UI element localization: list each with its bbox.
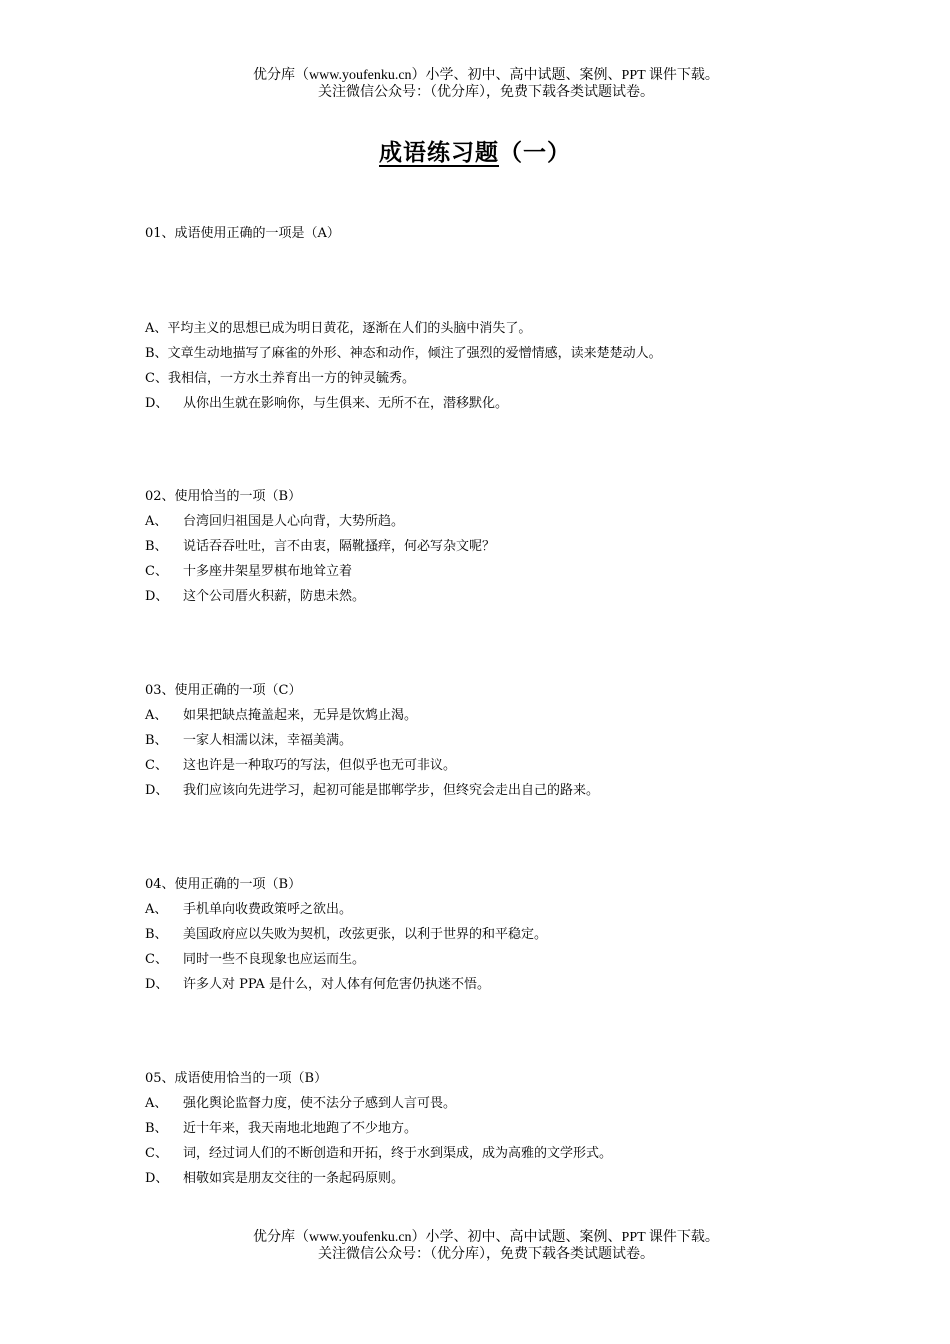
option-letter: C、 — [145, 371, 168, 386]
option-c — [145, 753, 865, 778]
option-text: 相敬如宾是朋友交往的一条起码原则。 — [183, 1171, 405, 1186]
question-stem: 03、使用正确的一项（C） — [145, 683, 302, 698]
option-c — [145, 1141, 865, 1166]
option-b — [145, 728, 865, 753]
question-4 — [145, 872, 865, 997]
option-text: 如果把缺点掩盖起来，无异是饮鸩止渴。 — [183, 708, 418, 723]
option-text: 我相信，一方水土养育出一方的钟灵毓秀。 — [167, 371, 415, 386]
option-letter: A、 — [145, 902, 168, 917]
option-text: 文章生动地描写了麻雀的外形、神态和动作，倾注了强烈的爱憎情感，读来楚楚动人。 — [167, 346, 662, 361]
footer-line-2: 关注微信公众号：（优分库），免费下载各类试题试卷。 — [318, 1247, 654, 1262]
option-c — [145, 947, 865, 972]
option-d — [145, 1166, 865, 1191]
option-c — [145, 559, 865, 584]
page-header — [0, 67, 950, 101]
question-3 — [145, 678, 865, 803]
option-letter: B、 — [145, 346, 168, 361]
option-text: 强化舆论监督力度，使不法分子感到人言可畏。 — [183, 1096, 457, 1111]
option-d — [145, 972, 865, 997]
option-text: 美国政府应以失败为契机，改弦更张，以利于世界的和平稳定。 — [183, 927, 548, 942]
option-b — [145, 922, 865, 947]
header-line-2: 关注微信公众号：（优分库），免费下载各类试题试卷。 — [318, 85, 654, 100]
option-b — [145, 534, 865, 559]
option-a — [145, 703, 865, 728]
option-c — [145, 366, 865, 391]
option-a — [145, 316, 865, 341]
option-text: 平均主义的思想已成为明日黄花，逐渐在人们的头脑中消失了。 — [167, 321, 532, 336]
question-stem: 04、使用正确的一项（B） — [145, 877, 302, 892]
page-title — [0, 134, 950, 167]
option-d — [145, 778, 865, 803]
title-underlined: 成语练习题 — [379, 140, 499, 166]
option-a — [145, 509, 865, 534]
question-stem: 01、成语使用正确的一项是（A） — [145, 226, 340, 241]
page-footer — [0, 1229, 950, 1263]
question-1 — [145, 221, 865, 416]
option-text: 这个公司厝火积薪，防患未然。 — [183, 589, 366, 604]
option-text: 许多人对 PPA 是什么，对人体有何危害仍执迷不悟。 — [183, 977, 490, 992]
option-letter: B、 — [145, 927, 168, 942]
option-text: 近十年来，我天南地北地跑了不少地方。 — [183, 1121, 418, 1136]
question-stem: 02、使用恰当的一项（B） — [145, 489, 302, 504]
option-text: 从你出生就在影响你，与生俱来、无所不在，潜移默化。 — [183, 396, 509, 411]
option-text: 手机单向收费政策呼之欲出。 — [183, 902, 353, 917]
option-letter: C、 — [145, 564, 168, 579]
option-letter: B、 — [145, 733, 168, 748]
option-a — [145, 897, 865, 922]
option-letter: A、 — [145, 321, 168, 336]
option-text: 词，经过词人们的不断创造和开拓，终于水到渠成，成为高雅的文学形式。 — [183, 1146, 613, 1161]
option-text: 这也许是一种取巧的写法，但似乎也无可非议。 — [183, 758, 457, 773]
option-letter: D、 — [145, 396, 169, 411]
question-2 — [145, 484, 865, 609]
footer-line-1: 优分库（www.youfenku.cn）小学、初中、高中试题、案例、PPT 课件下载。 — [253, 1230, 719, 1245]
option-a — [145, 1091, 865, 1116]
option-letter: A、 — [145, 708, 168, 723]
option-b — [145, 341, 865, 366]
option-letter: A、 — [145, 514, 168, 529]
option-d — [145, 391, 865, 416]
option-letter: B、 — [145, 1121, 168, 1136]
option-letter: D、 — [145, 1171, 169, 1186]
option-text: 一家人相濡以沫，幸福美满。 — [183, 733, 353, 748]
option-text: 说话吞吞吐吐，言不由衷，隔靴搔痒，何必写杂文呢？ — [183, 539, 496, 554]
question-stem: 05、成语使用恰当的一项（B） — [145, 1071, 328, 1086]
option-letter: D、 — [145, 589, 169, 604]
title-suffix: （一） — [499, 140, 571, 166]
option-letter: A、 — [145, 1096, 168, 1111]
option-text: 十多座井架星罗棋布地耸立着 — [183, 564, 353, 579]
option-letter: C、 — [145, 1146, 168, 1161]
option-text: 同时一些不良现象也应运而生。 — [183, 952, 366, 967]
header-line-1: 优分库（www.youfenku.cn）小学、初中、高中试题、案例、PPT 课件下载。 — [253, 68, 719, 83]
option-letter: D、 — [145, 783, 169, 798]
option-b — [145, 1116, 865, 1141]
option-d — [145, 584, 865, 609]
option-text: 台湾回归祖国是人心向背，大势所趋。 — [183, 514, 405, 529]
option-letter: B、 — [145, 539, 168, 554]
option-letter: C、 — [145, 952, 168, 967]
option-letter: D、 — [145, 977, 169, 992]
question-5 — [145, 1066, 865, 1191]
option-letter: C、 — [145, 758, 168, 773]
option-text: 我们应该向先进学习，起初可能是邯郸学步，但终究会走出自己的路来。 — [183, 783, 600, 798]
